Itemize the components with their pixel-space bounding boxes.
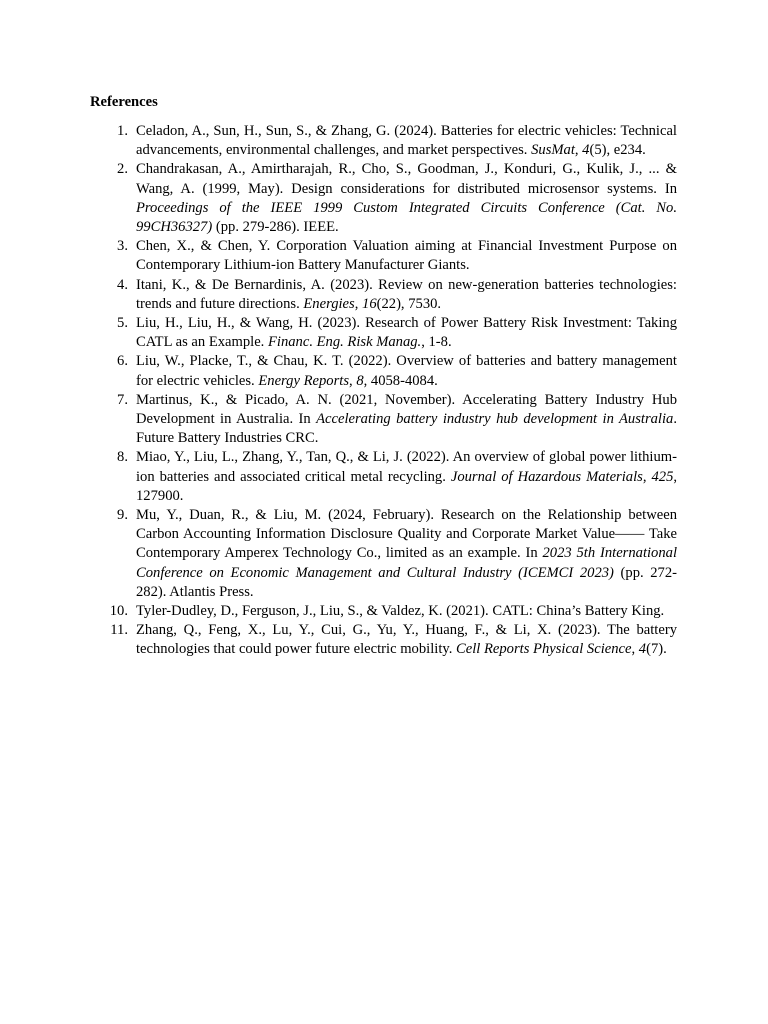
reference-text: [136, 448, 677, 506]
reference-text: [136, 122, 677, 160]
reference-text: [136, 237, 677, 275]
reference-italic-segment: 16: [362, 295, 377, 312]
reference-item: [90, 602, 677, 621]
reference-segment: Chen, X., & Chen, Y. Corporation Valuation aiming at Financial Investment Purpose on Contemporary Lithium-ion Battery Manufacturer Giants.: [136, 238, 677, 274]
reference-text: [136, 602, 677, 621]
reference-item: [90, 122, 677, 160]
reference-segment: (7).: [646, 641, 667, 658]
reference-item: [90, 621, 677, 659]
reference-text: [136, 506, 677, 602]
reference-italic-segment: Journal of Hazardous Materials: [450, 468, 643, 485]
reference-item: [90, 506, 677, 602]
reference-italic-segment: 4: [638, 641, 647, 658]
reference-segment: ,: [354, 295, 363, 312]
reference-item: [90, 276, 677, 314]
reference-segment: Liu, H., Liu, H., & Wang, H. (2023). Research of Power Battery Risk Investment: Taking CATL as an Example.: [136, 315, 677, 351]
reference-item: [90, 314, 677, 352]
reference-segment: . Future Battery Industries CRC.: [136, 411, 677, 447]
reference-italic-segment: Financ. Eng. Risk Manag.: [267, 334, 422, 351]
reference-segment: (pp. 279-286). IEEE.: [212, 219, 339, 236]
reference-number: 2.: [117, 161, 128, 178]
reference-text: [136, 314, 677, 352]
reference-text: [136, 276, 677, 314]
reference-item: [90, 352, 677, 390]
reference-segment: Miao, Y., Liu, L., Zhang, Y., Tan, Q., & Li, J. (2022). An overview of global power lithium-ion batteries and associated critical metal recycling.: [136, 449, 677, 485]
reference-italic-segment: Accelerating battery industry hub development in Australia: [316, 411, 674, 428]
reference-text: [136, 391, 677, 449]
reference-italic-segment: Energy Reports: [258, 372, 350, 389]
reference-number: 1.: [117, 123, 128, 139]
reference-item: [90, 237, 677, 275]
reference-segment: Martinus, K., & Picado, A. N. (2021, November). Accelerating Battery Industry Hub Development in Australia. In: [136, 391, 677, 428]
reference-segment: , 1-8.: [421, 334, 452, 351]
reference-segment: Itani, K., & De Bernardinis, A. (2023). Review on new-generation batteries technologies: trends and future directions.: [136, 276, 677, 312]
reference-italic-segment: SusMat: [531, 142, 575, 159]
reference-segment: Chandrakasan, A., Amirtharajah, R., Cho, S., Goodman, J., Konduri, G., Kulik, J., ... & Wang, A. (1999, May). Design considerations for distributed microsensor systems. In: [136, 161, 677, 197]
reference-italic-segment: 4: [582, 142, 590, 159]
reference-segment: (5), e234.: [589, 142, 646, 159]
reference-item: [90, 160, 677, 237]
reference-segment: ,: [574, 142, 583, 159]
reference-segment: , 127900.: [136, 468, 678, 504]
reference-item: [90, 448, 677, 506]
reference-italic-segment: Energies: [303, 295, 355, 312]
reference-segment: ,: [642, 468, 652, 485]
reference-text: [136, 160, 677, 237]
reference-number: 6.: [117, 353, 128, 370]
reference-number: 9.: [117, 507, 128, 524]
reference-segment: Zhang, Q., Feng, X., Lu, Y., Cui, G., Yu, Y., Huang, F., & Li, X. (2023). The battery technologies that could power future electric mobility.: [136, 622, 677, 658]
reference-segment: Celadon, A., Sun, H., Sun, S., & Zhang, G. (2024). Batteries for electric vehicles: Technical advancements, environmental challenges, and market perspectives.: [136, 123, 677, 159]
reference-segment: ,: [631, 641, 639, 658]
reference-segment: , 4058-4084.: [363, 372, 438, 389]
reference-segment: (22), 7530.: [376, 295, 442, 312]
reference-number: 11.: [110, 622, 128, 639]
reference-item: [90, 391, 677, 449]
reference-list: [90, 122, 677, 660]
reference-italic-segment: Cell Reports Physical Science: [456, 641, 632, 658]
reference-number: 10.: [109, 603, 128, 620]
reference-text: [136, 621, 677, 659]
reference-segment: Mu, Y., Duan, R., & Liu, M. (2024, February). Research on the Relationship between Carbon Accounting Information Disclosure Quality and Corporate Market Value—— Take Contemporary Amperex Technology Co., limited as an example. In: [136, 507, 677, 562]
reference-number: 7.: [117, 391, 128, 408]
reference-italic-segment: Proceedings of the IEEE 1999 Custom Integrated Circuits Conference (Cat. No. 99CH36327): [136, 199, 677, 236]
reference-number: 3.: [117, 238, 128, 255]
reference-italic-segment: 425: [651, 468, 674, 485]
reference-number: 8.: [117, 449, 128, 466]
reference-segment: Tyler-Dudley, D., Ferguson, J., Liu, S., & Valdez, K. (2021). CATL: China’s Battery King.: [136, 603, 665, 620]
reference-segment: (pp. 272-282). Atlantis Press.: [136, 564, 677, 600]
reference-italic-segment: 2023 5th International Conference on Economic Management and Cultural Industry (ICEMCI 2023): [136, 545, 678, 581]
reference-segment: Liu, W., Placke, T., & Chau, K. T. (2022). Overview of batteries and battery management for electric vehicles.: [136, 353, 677, 389]
reference-segment: ,: [349, 372, 357, 389]
reference-italic-segment: 8: [356, 372, 364, 389]
reference-number: 5.: [117, 315, 128, 332]
reference-text: [136, 352, 677, 390]
reference-number: 4.: [117, 276, 128, 293]
references-heading: References: [90, 94, 158, 110]
